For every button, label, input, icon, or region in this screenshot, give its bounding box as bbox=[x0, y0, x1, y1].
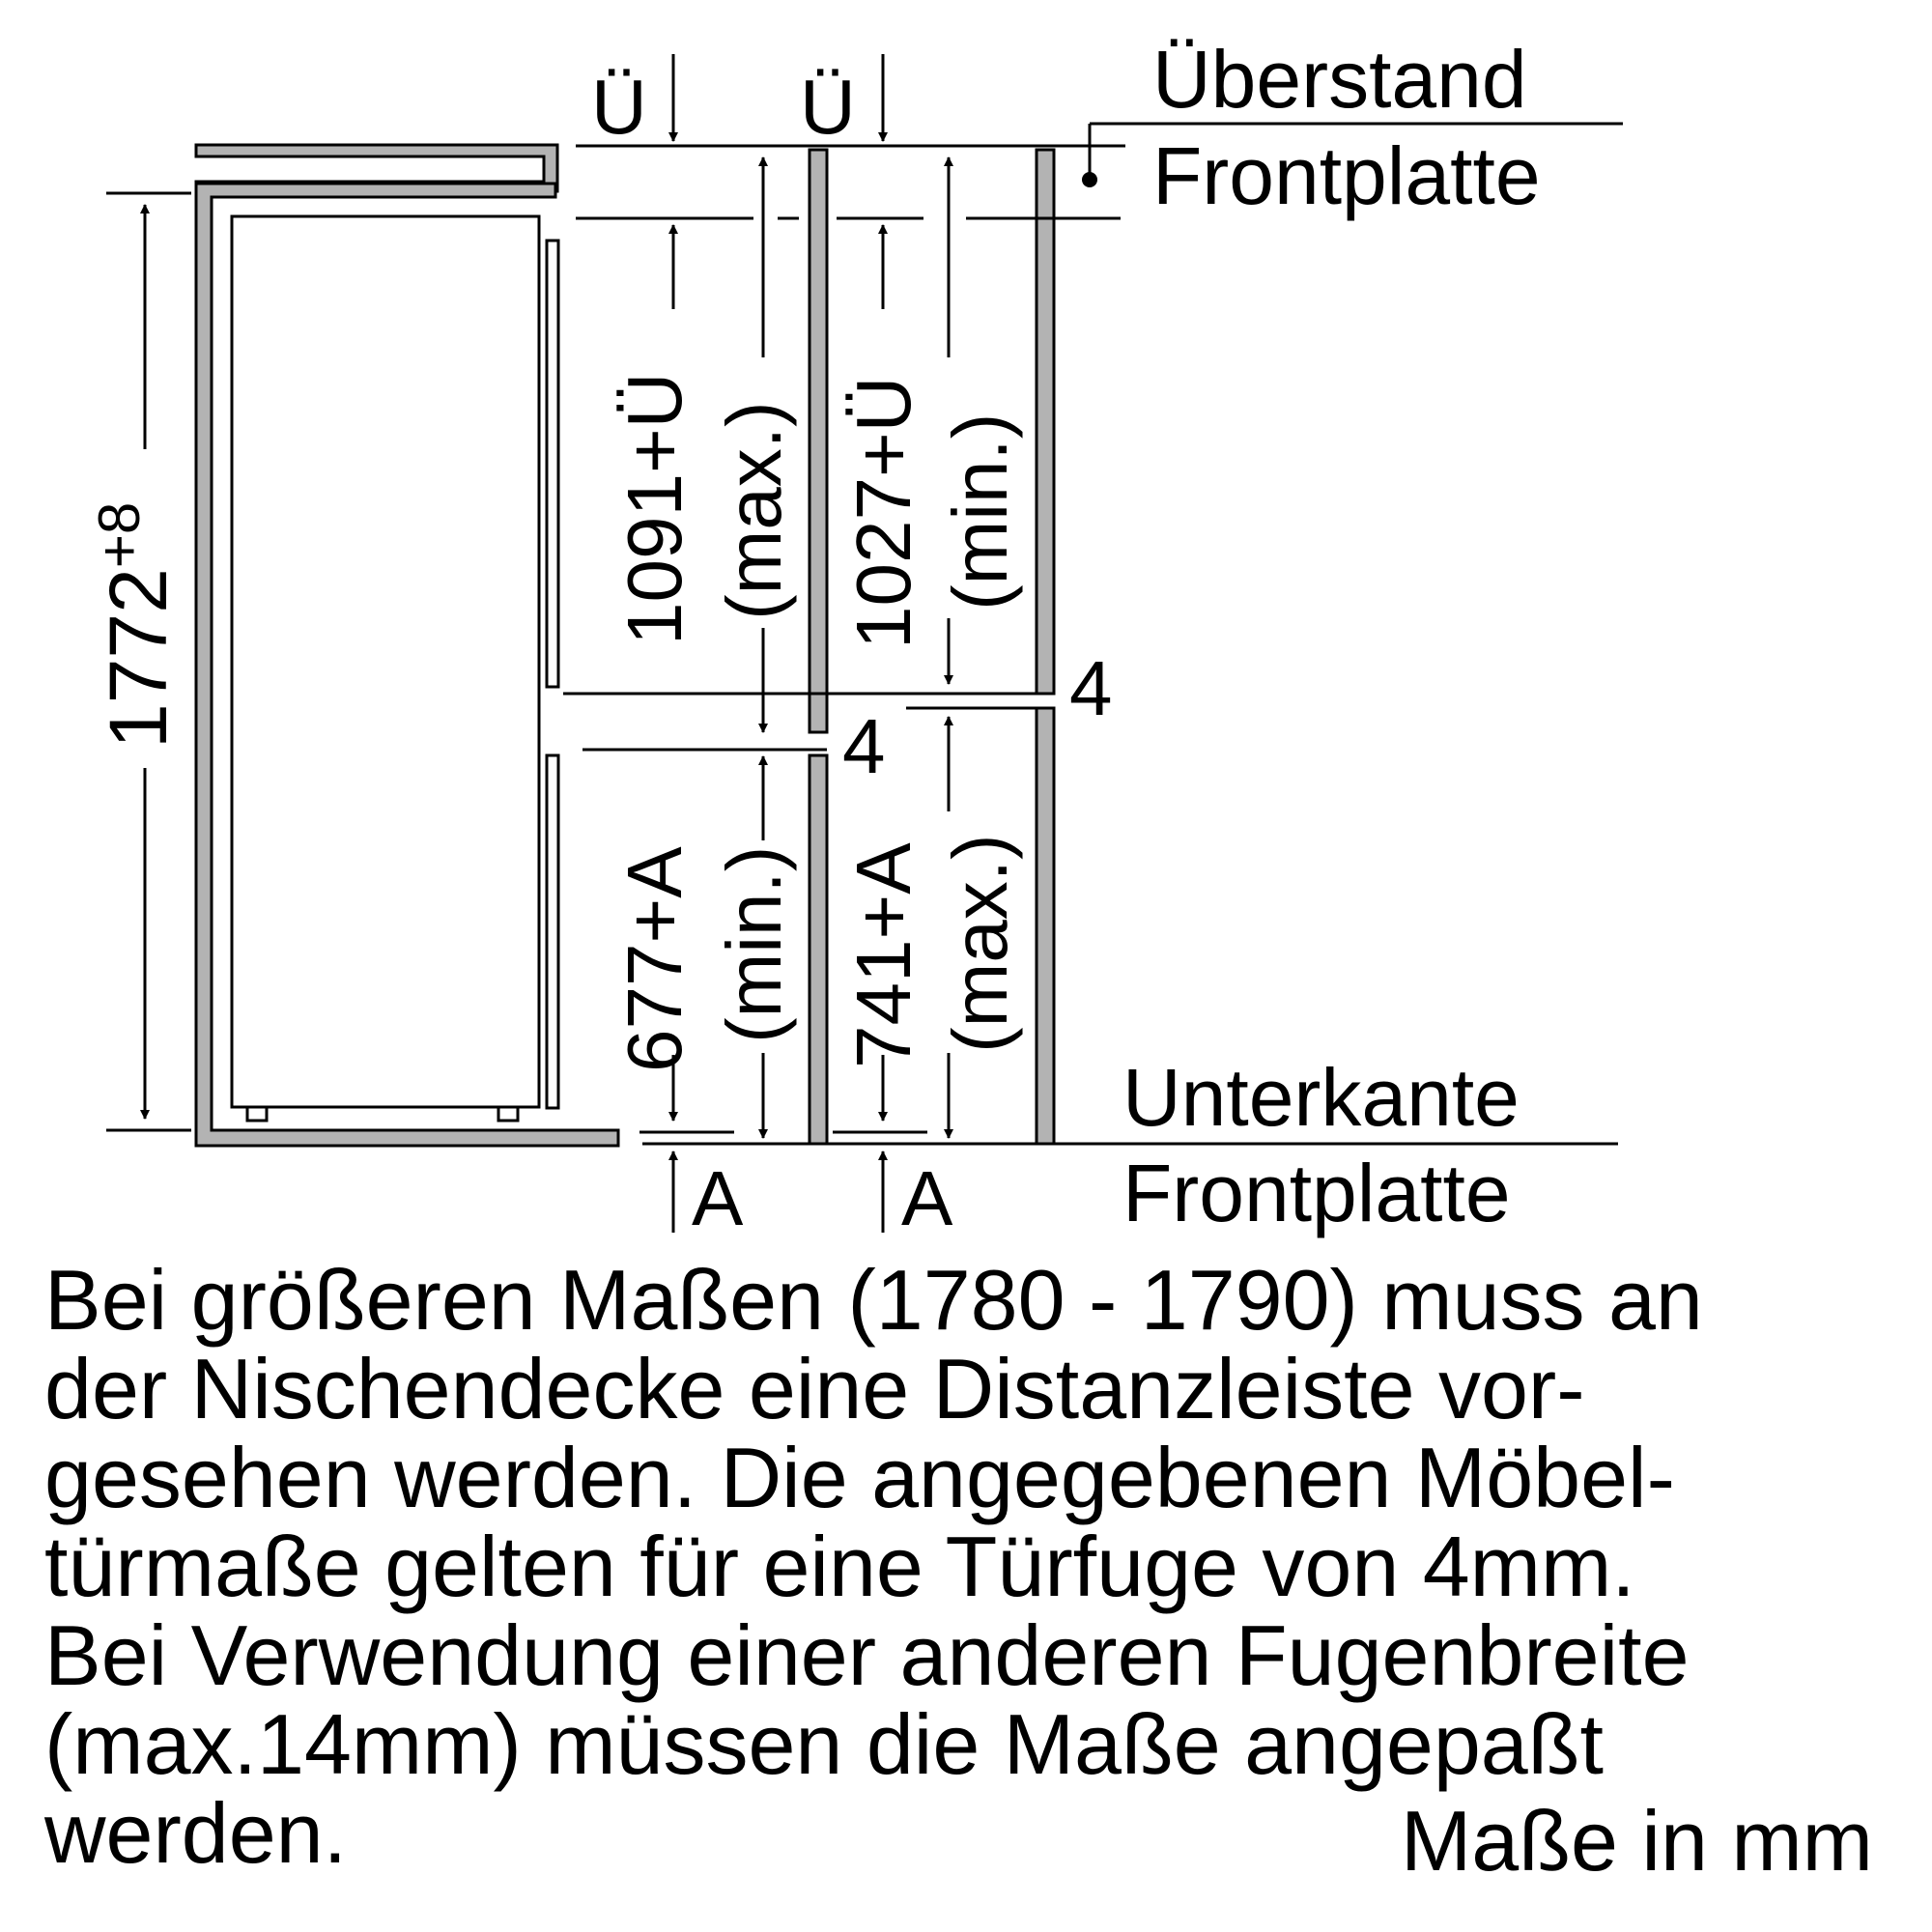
overhang-title-line1: Überstand bbox=[1152, 34, 1527, 125]
gap-label-right: 4 bbox=[1069, 645, 1113, 731]
niche-height-label: $1772^{+8}$ bbox=[87, 501, 184, 749]
lower-door-left-dimension: 677+A bbox=[611, 846, 697, 1072]
niche-cabinet bbox=[196, 145, 618, 1146]
overhang-marker-dot bbox=[1082, 172, 1097, 187]
note-line: (max.14mm) müssen die Maße angepaßt bbox=[44, 1696, 1604, 1792]
lower-door-panel-left bbox=[810, 755, 827, 1144]
gap-label-left: 4 bbox=[842, 703, 886, 789]
lower-door-right-dimension: 741+A bbox=[840, 842, 926, 1068]
note-line: Bei Verwendung einer anderen Fugenbreite bbox=[44, 1607, 1690, 1703]
bottom-a-label-2: A bbox=[901, 1155, 953, 1241]
upper-door-left-qualifier: (max.) bbox=[711, 401, 797, 620]
lower-door-left-qualifier: (min.) bbox=[711, 845, 797, 1043]
note-line: der Nischendecke eine Distanzleiste vor- bbox=[44, 1341, 1585, 1436]
bottom-a-label-1: A bbox=[692, 1155, 744, 1241]
upper-door-edge bbox=[547, 241, 558, 687]
appliance-body bbox=[232, 216, 539, 1107]
lower-door-panel-right bbox=[1037, 708, 1054, 1144]
appliance-foot-left bbox=[247, 1107, 267, 1121]
bottom-edge-title-line1: Unterkante bbox=[1122, 1052, 1520, 1143]
note-line: werden. bbox=[44, 1785, 348, 1881]
note-line: türmaße gelten für eine Türfuge von 4mm. bbox=[44, 1519, 1635, 1614]
note-line: gesehen werden. Die angegebenen Möbel- bbox=[44, 1430, 1675, 1525]
lower-door-edge bbox=[547, 755, 558, 1108]
overhang-top-label-2: Ü bbox=[800, 64, 856, 150]
upper-door-right-dimension: 1027+Ü bbox=[840, 376, 926, 649]
installation-note bbox=[44, 1252, 1880, 1881]
note-line: Bei größeren Maßen (1780 - 1790) muss an bbox=[44, 1252, 1703, 1348]
overhang-top-label-1: Ü bbox=[591, 64, 647, 150]
lower-door-right-qualifier: (max.) bbox=[937, 834, 1023, 1053]
overhang-title-line2: Frontplatte bbox=[1152, 130, 1541, 221]
units-note: Maße in mm bbox=[1401, 1793, 1873, 1889]
upper-door-left-dimension: 1091+Ü bbox=[611, 372, 697, 645]
bottom-edge-title-line2: Frontplatte bbox=[1122, 1148, 1511, 1238]
upper-door-panel-right bbox=[1037, 150, 1054, 694]
upper-door-right-qualifier: (min.) bbox=[937, 412, 1023, 611]
upper-door-panel-left bbox=[810, 150, 827, 732]
appliance-foot-right bbox=[498, 1107, 518, 1121]
